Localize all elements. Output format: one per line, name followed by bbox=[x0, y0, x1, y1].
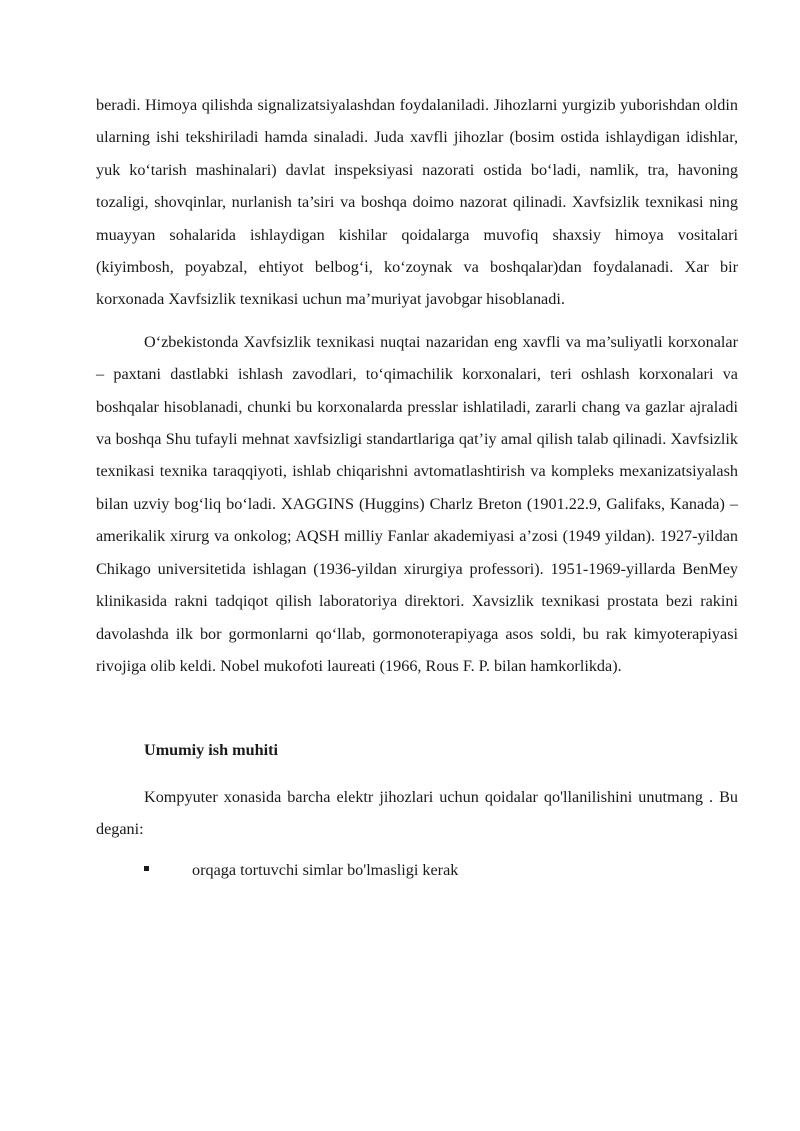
document-page bbox=[96, 89, 738, 886]
paragraph-safety-equipment: beradi. Himoya qilishda signalizatsiyalashdan foydalaniladi. Jihozlarni yurgizib yuborishdan oldin ularning ishi tekshiriladi hamda sinaladi. Juda xavfli jihozlar (bosim ostida ishlaydigan idishlar, yuk ko‘tarish mashinalari) davlat inspeksiyasi nazorati ostida bo‘ladi, namlik, tra, havoning tozaligi, shovqinlar, nurlanish ta’siri va boshqa doimo nazorat qilinadi. Xavfsizlik texnikasi ning muayyan sohalarida ishlaydigan kishilar qoidalarga muvofiq shaxsiy himoya vositalari (kiyimbosh, poyabzal, ehtiyot belbog‘i, ko‘zoynak va boshqalar)dan foydalanadi. Xar bir korxonada Xavfsizlik texnikasi uchun ma’muriyat javobgar hisoblanadi. bbox=[96, 96, 738, 309]
list-item bbox=[96, 854, 738, 886]
paragraph-intro: Kompyuter xonasida barcha elektr jihozlari uchun qoidalar qo'llanilishini unutmang . Bu degani: bbox=[96, 787, 738, 839]
list-item-text: orqaga tortuvchi simlar bo'lmasligi kerak bbox=[192, 860, 459, 879]
section-heading: Umumiy ish muhiti bbox=[144, 741, 279, 760]
bullet-icon bbox=[96, 854, 192, 886]
paragraph-uzbekistan-enterprises: O‘zbekistonda Xavfsizlik texnikasi nuqtai nazaridan eng xavfli va ma’suliyatli korxonalar – paxtani dastlabki ishlash zavodlari, to‘qimachilik korxonalari, teri oshlash korxonalari va boshqalar hisoblanadi, chunki bu korxonalarda presslar ishlatiladi, zararli chang va gazlar ajraladi va boshqa Shu tufayli mehnat xavfsizligi standartlariga qat’iy amal qilish talab qilinadi. Xavfsizlik texnikasi texnika taraqqiyoti, ishlab chiqarishni avtomatlashtirish va kompleks mexanizatsiyalash bilan uzviy bog‘liq bo‘ladi. XAGGINS (Huggins) Charlz Breton (1901.22.9, Galifaks, Kanada) – amerikalik xirurg va onkolog; AQSH milliy Fanlar akademiyasi a’zosi (1949 yildan). 1927-yildan Chikago universitetida ishlagan (1936-yildan xirurgiya professori). 1951-1969-yillarda BenMey klinikasida rakni tadqiqot qilish laboratoriya direktori. Xavsizlik texnikasi prostata bezi rakini davolashda ilk bor gormonlarni qo‘llab, gormonoterapiyaga asos soldi, bu rak kimyoterapiyasi rivojiga olib keldi. Nobel mukofoti laureati (1966, Rous F. P. bilan hamkorlikda). bbox=[96, 332, 738, 675]
